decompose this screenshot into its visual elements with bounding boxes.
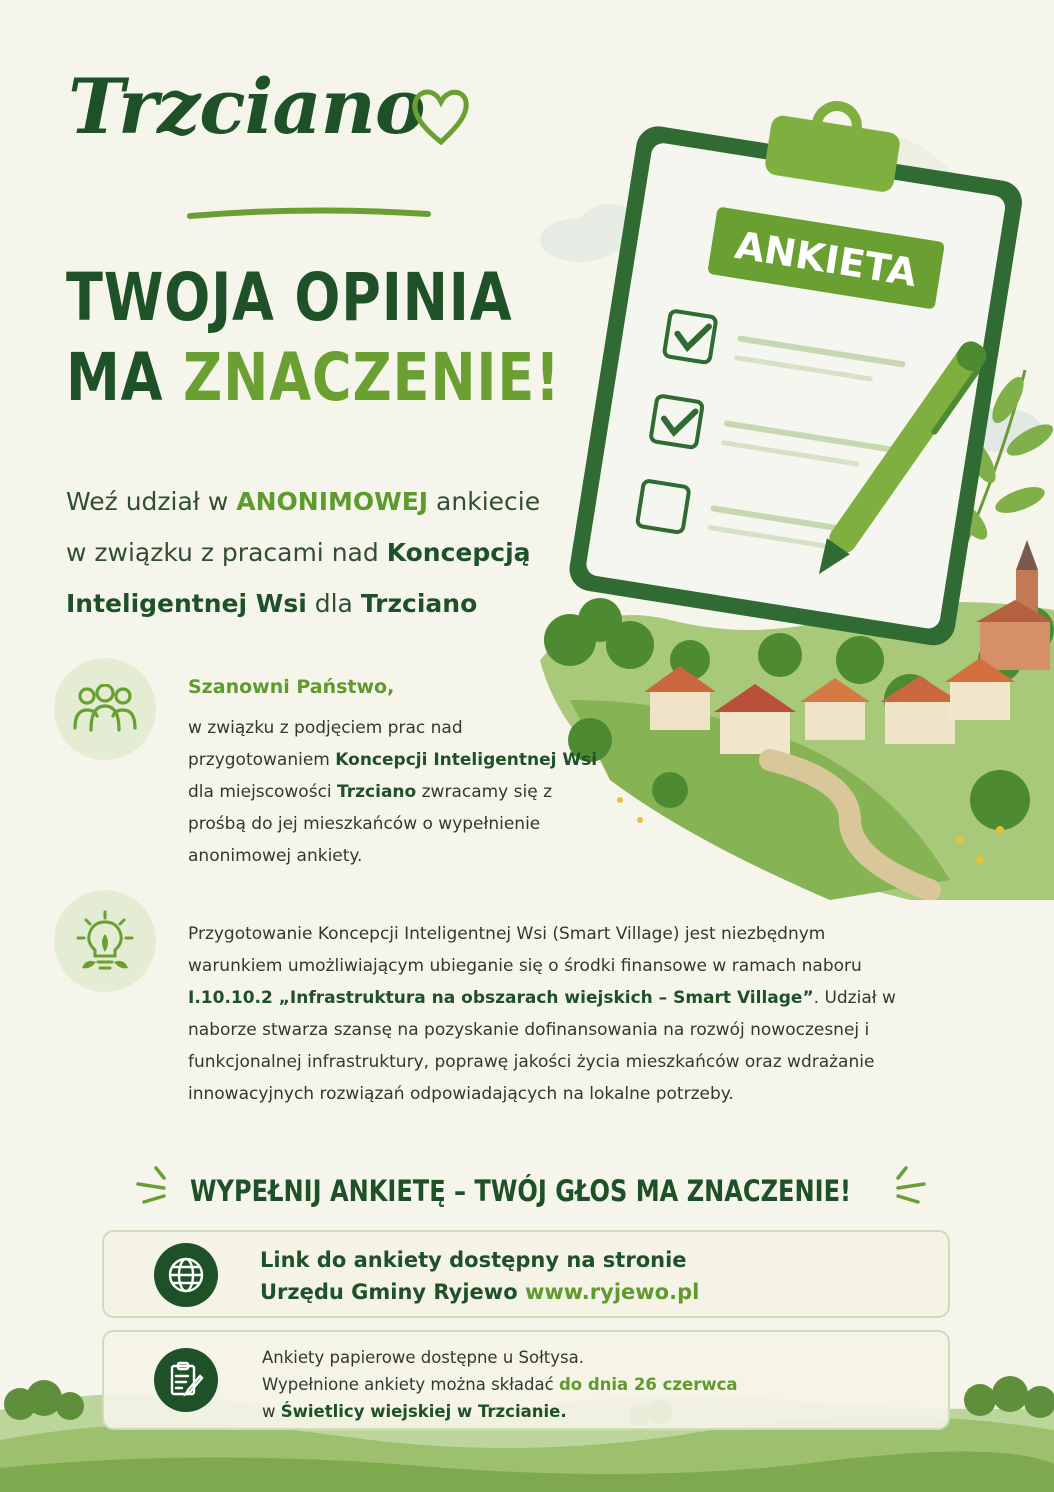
form-pen-icon (166, 1360, 206, 1400)
intro-text-2: ankiecie (428, 487, 541, 516)
intro-text-4: dla (306, 589, 361, 618)
logo-text: Trzciano (68, 62, 425, 151)
intro-anonymous: ANONIMOWEJ (236, 487, 429, 516)
greeting-body (188, 712, 598, 872)
headline-line2 (66, 338, 561, 418)
call-to-action: WYPEŁNIJ ANKIETĘ – TWÓJ GŁOS MA ZNACZENIE! (190, 1174, 852, 1208)
form-icon-circle (154, 1348, 218, 1412)
intro-concept: Koncepcją (386, 538, 531, 567)
smart-program-name: I.10.10.2 „Infrastruktura na obszarach wiejskich – Smart Village” (188, 988, 814, 1008)
paper-line2-text: Wypełnione ankiety można składać (262, 1375, 559, 1394)
greeting-title: Szanowni Państwo, (188, 676, 395, 698)
globe-icon (166, 1255, 206, 1295)
survey-link-line1: Link do ankiety dostępny na stronie (260, 1248, 687, 1272)
people-icon-circle (54, 658, 156, 760)
smart-text-2: . Udział w naborze stwarza szansę na pozyskanie dofinansowania na rozwój nowoczesnej i funkcjonalnej infrastruktury, poprawę jakości życia mieszkańców oraz wdrażanie innowacyjnych rozwiązań odpowiadających na lokalne potrzeby. (188, 988, 896, 1104)
survey-link-box (102, 1230, 950, 1318)
survey-link-line2 (260, 1276, 699, 1308)
greeting-village: Trzciano (337, 782, 417, 802)
headline-line1: TWOJA OPINIA (66, 259, 513, 336)
clipboard-village-illustration (530, 100, 1054, 900)
office-name: Urzędu Gminy Ryjewo (260, 1280, 525, 1304)
paper-line3 (262, 1398, 738, 1425)
drop-off-location: Świetlicy wiejskiej w Trzcianie. (280, 1402, 567, 1421)
headline-line2-prefix: MA (66, 339, 184, 416)
paper-survey-box (102, 1330, 950, 1430)
intro-smart-village: Inteligentnej Wsi (66, 589, 307, 618)
survey-link-text (260, 1244, 699, 1308)
paper-line2 (262, 1371, 738, 1398)
greeting-text-3: zwracamy się z prośbą do jej mieszkańców o wypełnienie anonimowej ankiety. (188, 782, 553, 866)
logo-underline (186, 204, 432, 224)
lightbulb-icon-circle (54, 890, 156, 992)
cta-accent-left (134, 1164, 174, 1208)
cta-accent-right (888, 1164, 928, 1208)
deadline-date: do dnia 26 czerwca (558, 1375, 738, 1394)
intro-text-3: w związku z pracami nad (66, 538, 387, 567)
paper-survey-text (262, 1344, 738, 1425)
survey-url-link[interactable]: www.ryjewo.pl (524, 1280, 700, 1304)
greeting-text-2: dla miejscowości (188, 782, 338, 802)
greeting-text-1: w związku z podjęciem prac nad przygotowaniem (188, 718, 463, 770)
intro-paragraph (66, 476, 586, 629)
main-headline (66, 258, 561, 418)
paper-line1: Ankiety papierowe dostępne u Sołtysa. (262, 1348, 584, 1367)
headline-accent: ZNACZENIE! (183, 339, 561, 416)
lightbulb-icon (72, 908, 138, 974)
intro-text-1: Weź udział w (66, 487, 237, 516)
people-icon (69, 684, 141, 734)
intro-village-name: Trzciano (360, 589, 478, 618)
greeting-concept: Koncepcji Inteligentnej Wsi (335, 750, 598, 770)
smart-text-1: Przygotowanie Koncepcji Inteligentnej Wsi (Smart Village) jest niezbędnym warunkiem umożliwiającym ubieganie się o środki finansowe w ramach naboru (188, 924, 862, 976)
paper-line3-text: w (262, 1402, 281, 1421)
smart-village-paragraph (188, 918, 908, 1110)
heart-icon (408, 80, 474, 150)
clipboard-label: ANKIETA (732, 222, 920, 296)
globe-icon-circle (154, 1243, 218, 1307)
